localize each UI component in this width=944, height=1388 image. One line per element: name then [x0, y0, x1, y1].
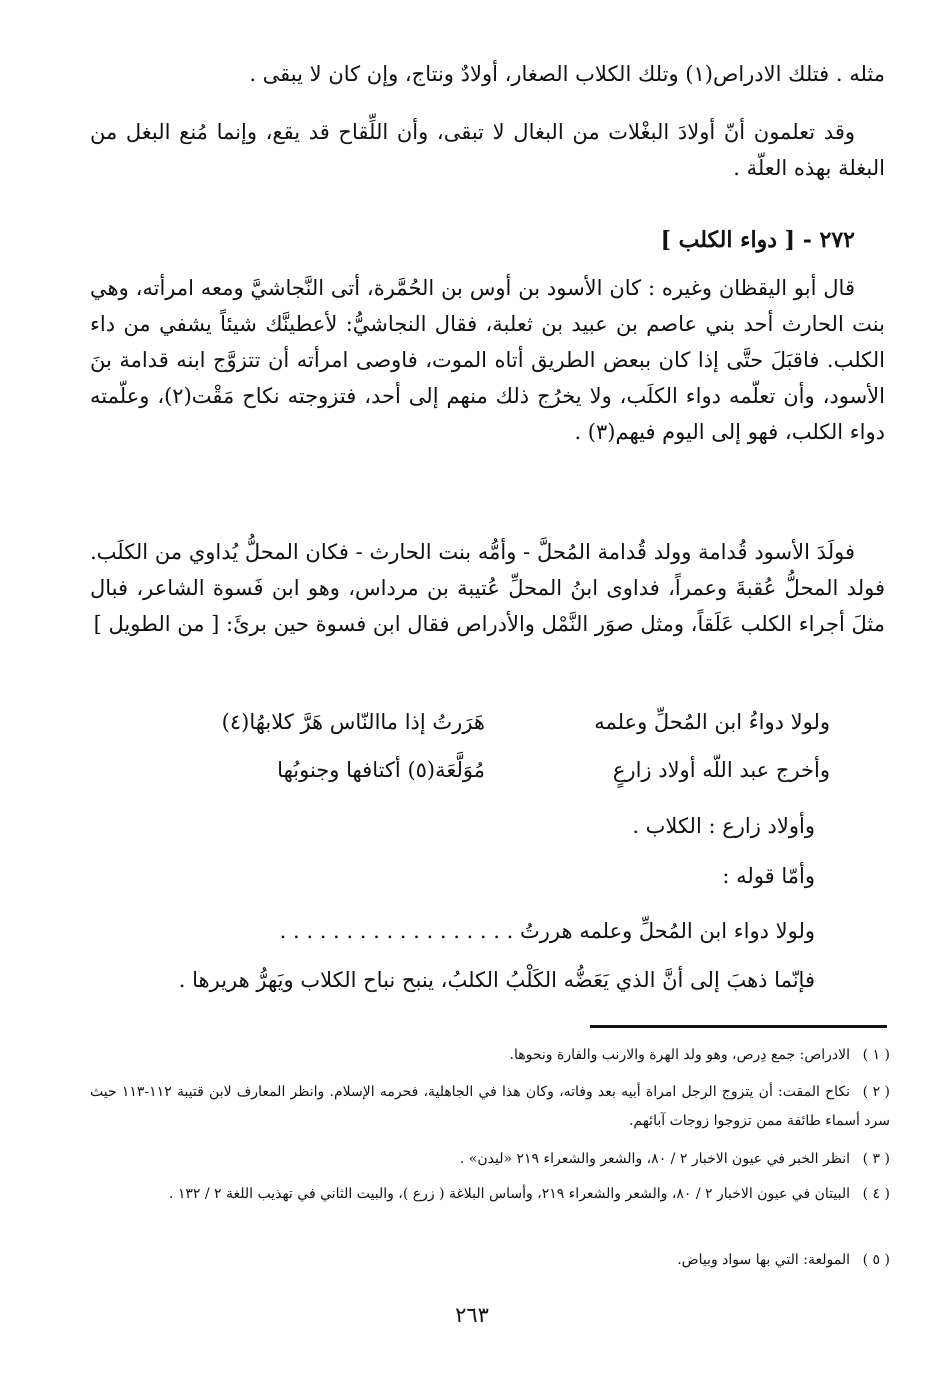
footnote-1 [90, 1041, 890, 1070]
verse-1-first-hemistich: ولولا دواءُ ابن المُحلِّ وعلمه [594, 710, 830, 734]
footnote-2 [90, 1078, 890, 1136]
footnote-4 [90, 1180, 890, 1209]
footnote-number: ( ١ ) [862, 1047, 890, 1063]
verse-2-second-hemistich: مُوَلَّعَة(٥) أكتافها وجنوبُها [277, 758, 485, 782]
page-number: ٢٦٣ [455, 1303, 489, 1327]
footnote-text: نكاح المقت: أن يتزوج الرجل امراة أبيه بعد وفاته، وكان هذا في الجاهلية، فحرمه الإسلام. وانظر المعارف لابن قتيبة ١١٢-١١٣ حيث سرد أسماء طائفة ممن تزوجوا زوجات آبائهم. [90, 1084, 890, 1129]
text-line-qawluh: وأمّا قوله : [722, 864, 815, 888]
footnote-5 [90, 1246, 890, 1275]
footnote-3 [90, 1145, 890, 1174]
section-paragraph-2: فولَدَ الأسود قُدامة وولد قُدامة المُحلَّ - وأمُّه بنت الحارث - فكان المحلُّ يُداوي من الكلَب. فولد المحلُّ عُقبةَ وعمراً، فداوى ابنُ المحلِّ عُتيبة بن مرداس، وهو ابن فَسوة الشاعر، فبال مثلَ أجراء الكلب عَلَقاً، ومثل صوَر النَّمْل والأدراص فقال ابن فسوة حين برئَ: [ من الطويل ] [90, 540, 885, 636]
footnote-text: المولعة: التي بها سواد وبياض. [677, 1252, 850, 1268]
poem-verse-2 [150, 750, 830, 790]
intro-paragraph-2: وقد تعلمون أنّ أولادَ البغْلات من البغال لا تبقى، وأن اللِّقاح قد يقع، وإنما مُنع البغل من البغلة بهذه العلّة . [90, 120, 885, 180]
footnote-text: البيتان في عيون الاخبار ٢ / ٨٠، والشعر والشعراء ٢١٩، وأساس البلاغة ( زرع )، والبيت الثاني في تهذيب اللغة ٢ / ١٣٢ . [168, 1186, 850, 1202]
footnote-number: ( ٣ ) [862, 1151, 890, 1167]
intro-paragraph-1: مثله . فتلك الادراص(١) وتلك الكلاب الصغار، أولادٌ ونتاج، وإن كان لا يبقى . [249, 62, 885, 86]
text-line-zari: وأولاد زارع : الكلاب . [632, 814, 815, 838]
footnote-separator [590, 1025, 887, 1028]
footnote-text: الادراص: جمع دِرص، وهو ولد الهرة والارنب والفارة ونحوها. [509, 1047, 850, 1063]
verse-2-first-hemistich: وأخرج عبد اللّه أولاد زارعٍ [612, 758, 830, 782]
footnote-number: ( ٥ ) [862, 1252, 890, 1268]
text-line-quoted-verse: ولولا دواء ابن المُحلِّ وعلمه هررتُ . . . . . . . . . . . . . . . . . . [279, 919, 815, 943]
section-heading: ٢٧٢ - [ دواء الكلب ] [660, 227, 855, 253]
footnote-text: انظر الخبر في عيون الاخبار ٢ / ٨٠، والشعر والشعراء ٢١٩ «ليدن» . [459, 1151, 850, 1167]
poem-verse-1 [150, 702, 830, 742]
footnote-number: ( ٤ ) [862, 1186, 890, 1202]
verse-1-second-hemistich: هَرَرتُ إذا ماالنّاس هَرَّ كلابهُا(٤) [221, 710, 485, 734]
text-line-explanation: فإنّما ذهبَ إلى أنَّ الذي يَعَضُّه الكَلْبُ الكلبُ، ينبح نباح الكلاب ويَهرُّ هريرها . [178, 968, 815, 992]
section-paragraph-1: قال أبو اليقظان وغيره : كان الأسود بن أوس بن الحُمَّرة، أتى النَّجاشيَّ ومعه امرأته، وهي بنت الحارث أحد بني عاصم بن عبيد بن ثعلبة، فقال النجاشيُّ: لأعطينَّك شيئاً يشفي من داء الكلب. فاقبَلَ حتَّى إذا كان ببعض الطريق أتاه الموت، فاوصى امرأته أن تتزوَّج ابنه قدامة بنَ الأسود، وأن تعلّمه دواء الكلَب، ولا يخرُج ذلك منهم إلى أحد، فتزوجته نكاح مَقْت(٢)، وعلّمته دواء الكلب، فهو إلى اليوم فيهم(٣) . [90, 276, 885, 444]
footnote-number: ( ٢ ) [862, 1084, 891, 1100]
